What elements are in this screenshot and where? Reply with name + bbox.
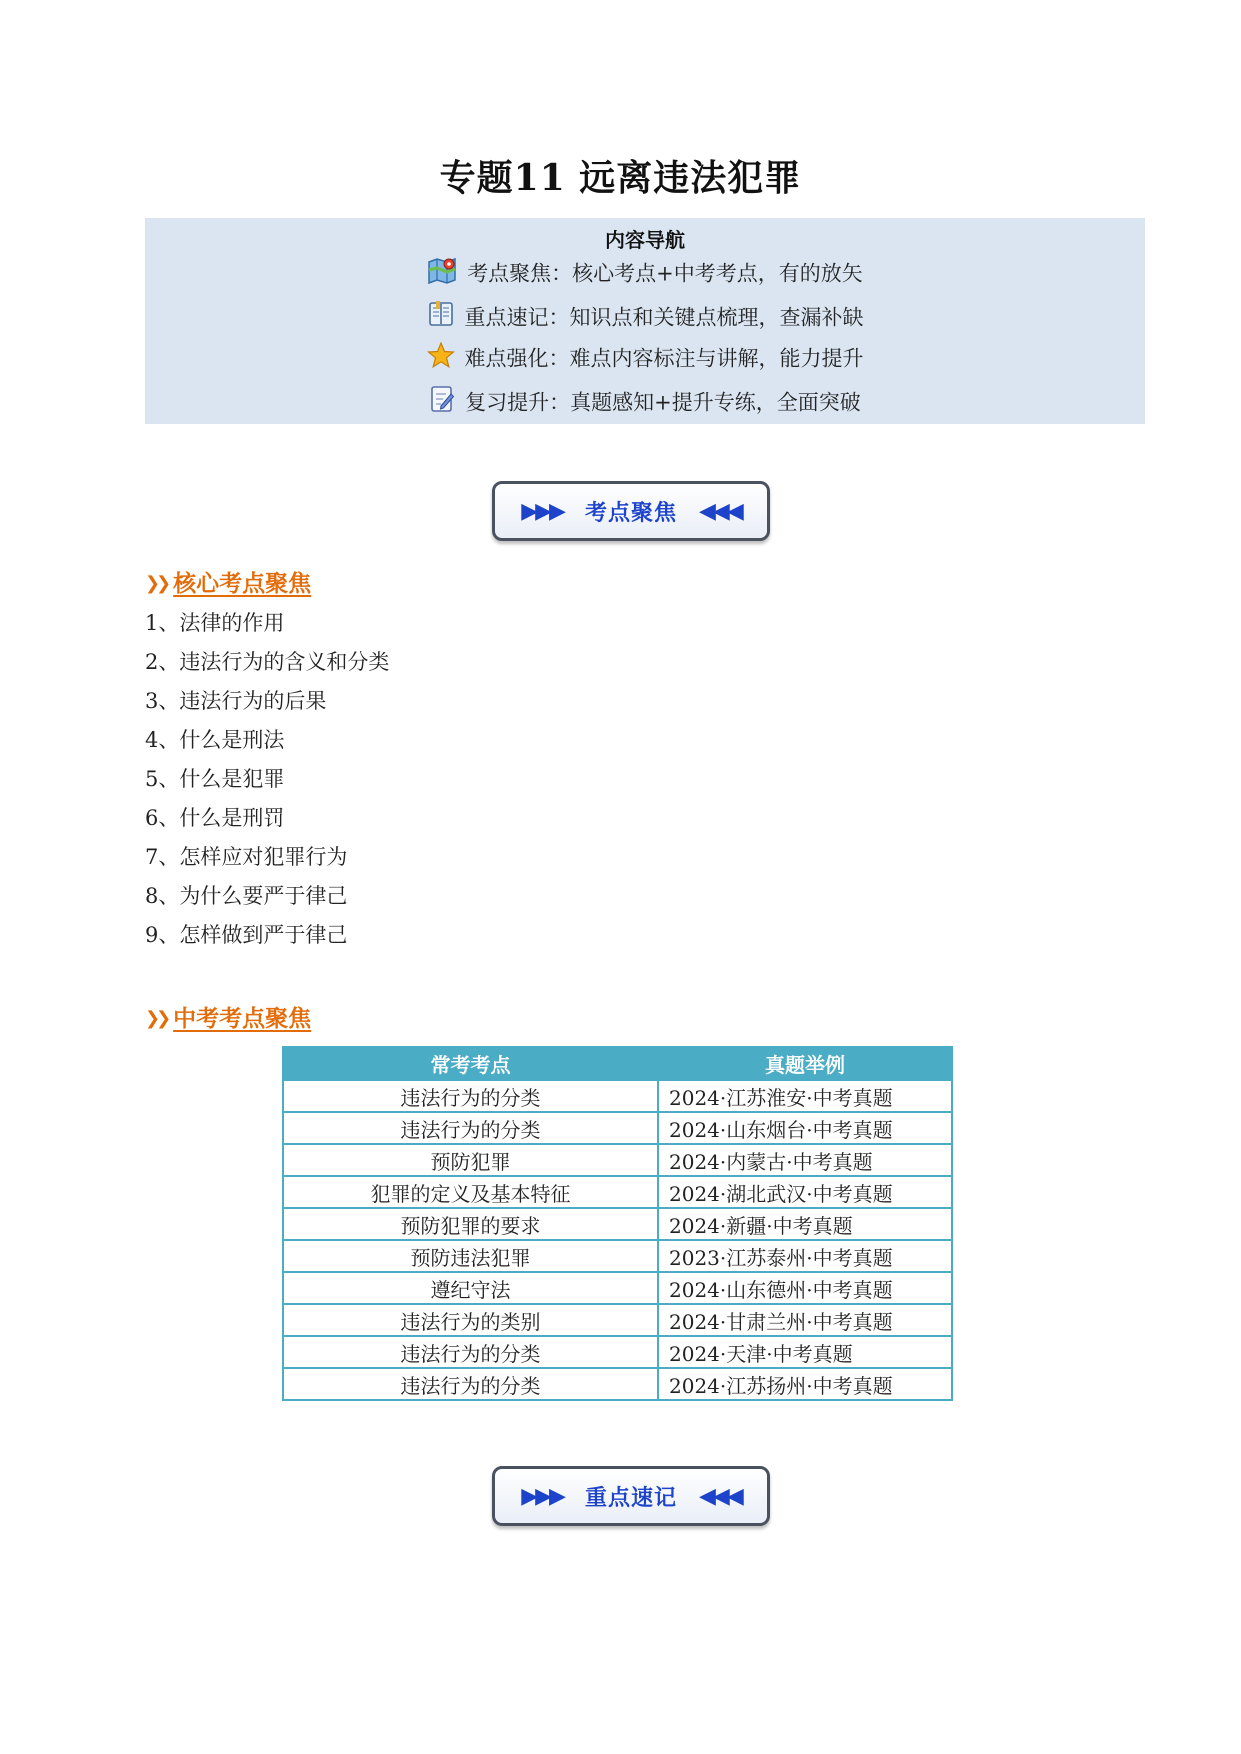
exam-section-heading: ❯❯ 中考考点聚焦 (145, 1005, 312, 1032)
table-cell: 2024·甘肃兰州·中考真题 (658, 1304, 952, 1336)
book-icon (427, 300, 455, 333)
content-nav-box (145, 218, 1145, 424)
nav-item-label: 复习提升：真题感知+提升专练，全面突破 (465, 390, 861, 415)
nav-item-difficulty (145, 342, 1145, 373)
table-row (283, 1240, 952, 1272)
double-chevron-icon: ❯❯ (145, 573, 168, 594)
table-row (283, 1208, 952, 1240)
table-cell: 预防犯罪的要求 (283, 1208, 658, 1240)
left-arrows-icon: ◀◀◀ (699, 498, 741, 524)
nav-item-label: 考点聚焦：核心考点+中考考点，有的放矢 (467, 261, 863, 286)
table-row (283, 1368, 952, 1400)
list-item: 7、怎样应对犯罪行为 (145, 845, 348, 869)
nav-item-review (145, 384, 1145, 419)
table-row (283, 1336, 952, 1368)
nav-item-label: 重点速记：知识点和关键点梳理，查漏补缺 (464, 305, 864, 330)
table-cell: 2024·内蒙古·中考真题 (658, 1144, 952, 1176)
table-row (283, 1112, 952, 1144)
table-cell: 2024·天津·中考真题 (658, 1336, 952, 1368)
core-topic-list (145, 604, 389, 955)
column-header: 真题举例 (658, 1047, 952, 1080)
table-cell: 违法行为的类别 (283, 1304, 658, 1336)
banner-label: 重点速记 (584, 1485, 677, 1511)
list-item: 1、法律的作用 (145, 611, 285, 635)
table-row (283, 1080, 952, 1112)
list-item: 9、怎样做到严于律己 (145, 923, 348, 947)
table-cell: 2024·山东烟台·中考真题 (658, 1112, 952, 1144)
table-cell: 犯罪的定义及基本特征 (283, 1176, 658, 1208)
list-item: 2、违法行为的含义和分类 (145, 650, 390, 674)
table-cell: 预防违法犯罪 (283, 1240, 658, 1272)
core-section-heading: ❯❯ 核心考点聚焦 (145, 570, 312, 597)
section-banner-focus (492, 481, 770, 541)
table-cell: 2024·新疆·中考真题 (658, 1208, 952, 1240)
table-row (283, 1176, 952, 1208)
star-icon (427, 342, 455, 373)
table-header-row (283, 1047, 952, 1080)
banner-label: 考点聚焦 (584, 500, 677, 526)
table-cell: 违法行为的分类 (283, 1112, 658, 1144)
table-cell: 2024·湖北武汉·中考真题 (658, 1176, 952, 1208)
list-item: 3、违法行为的后果 (145, 689, 327, 713)
table-cell: 违法行为的分类 (283, 1080, 658, 1112)
section-banner-memo (492, 1466, 770, 1526)
map-icon (427, 256, 457, 289)
table-cell: 2023·江苏泰州·中考真题 (658, 1240, 952, 1272)
list-item: 8、为什么要严于律己 (145, 884, 348, 908)
table-cell: 预防犯罪 (283, 1144, 658, 1176)
left-arrows-icon: ◀◀◀ (699, 1483, 741, 1509)
double-chevron-icon: ❯❯ (145, 1008, 168, 1029)
exam-topics-table (282, 1046, 953, 1401)
list-item: 6、什么是刑罚 (145, 806, 285, 830)
table-row (283, 1144, 952, 1176)
nav-item-memo (145, 300, 1145, 333)
table-cell: 遵纪守法 (283, 1272, 658, 1304)
page-title: 专题11 远离违法犯罪 (439, 157, 802, 199)
notepad-icon (429, 384, 455, 419)
list-item: 5、什么是犯罪 (145, 767, 285, 791)
table-cell: 违法行为的分类 (283, 1368, 658, 1400)
table-cell: 违法行为的分类 (283, 1336, 658, 1368)
right-arrows-icon: ▶▶▶ (521, 498, 563, 524)
nav-item-label: 难点强化：难点内容标注与讲解，能力提升 (464, 346, 864, 371)
table-cell: 2024·江苏扬州·中考真题 (658, 1368, 952, 1400)
right-arrows-icon: ▶▶▶ (521, 1483, 563, 1509)
column-header: 常考考点 (283, 1047, 658, 1080)
content-nav-heading: 内容导航 (605, 228, 685, 252)
table-row (283, 1304, 952, 1336)
table-cell: 2024·山东德州·中考真题 (658, 1272, 952, 1304)
table-row (283, 1272, 952, 1304)
nav-item-focus (145, 256, 1145, 289)
list-item: 4、什么是刑法 (145, 728, 285, 752)
table-cell: 2024·江苏淮安·中考真题 (658, 1080, 952, 1112)
